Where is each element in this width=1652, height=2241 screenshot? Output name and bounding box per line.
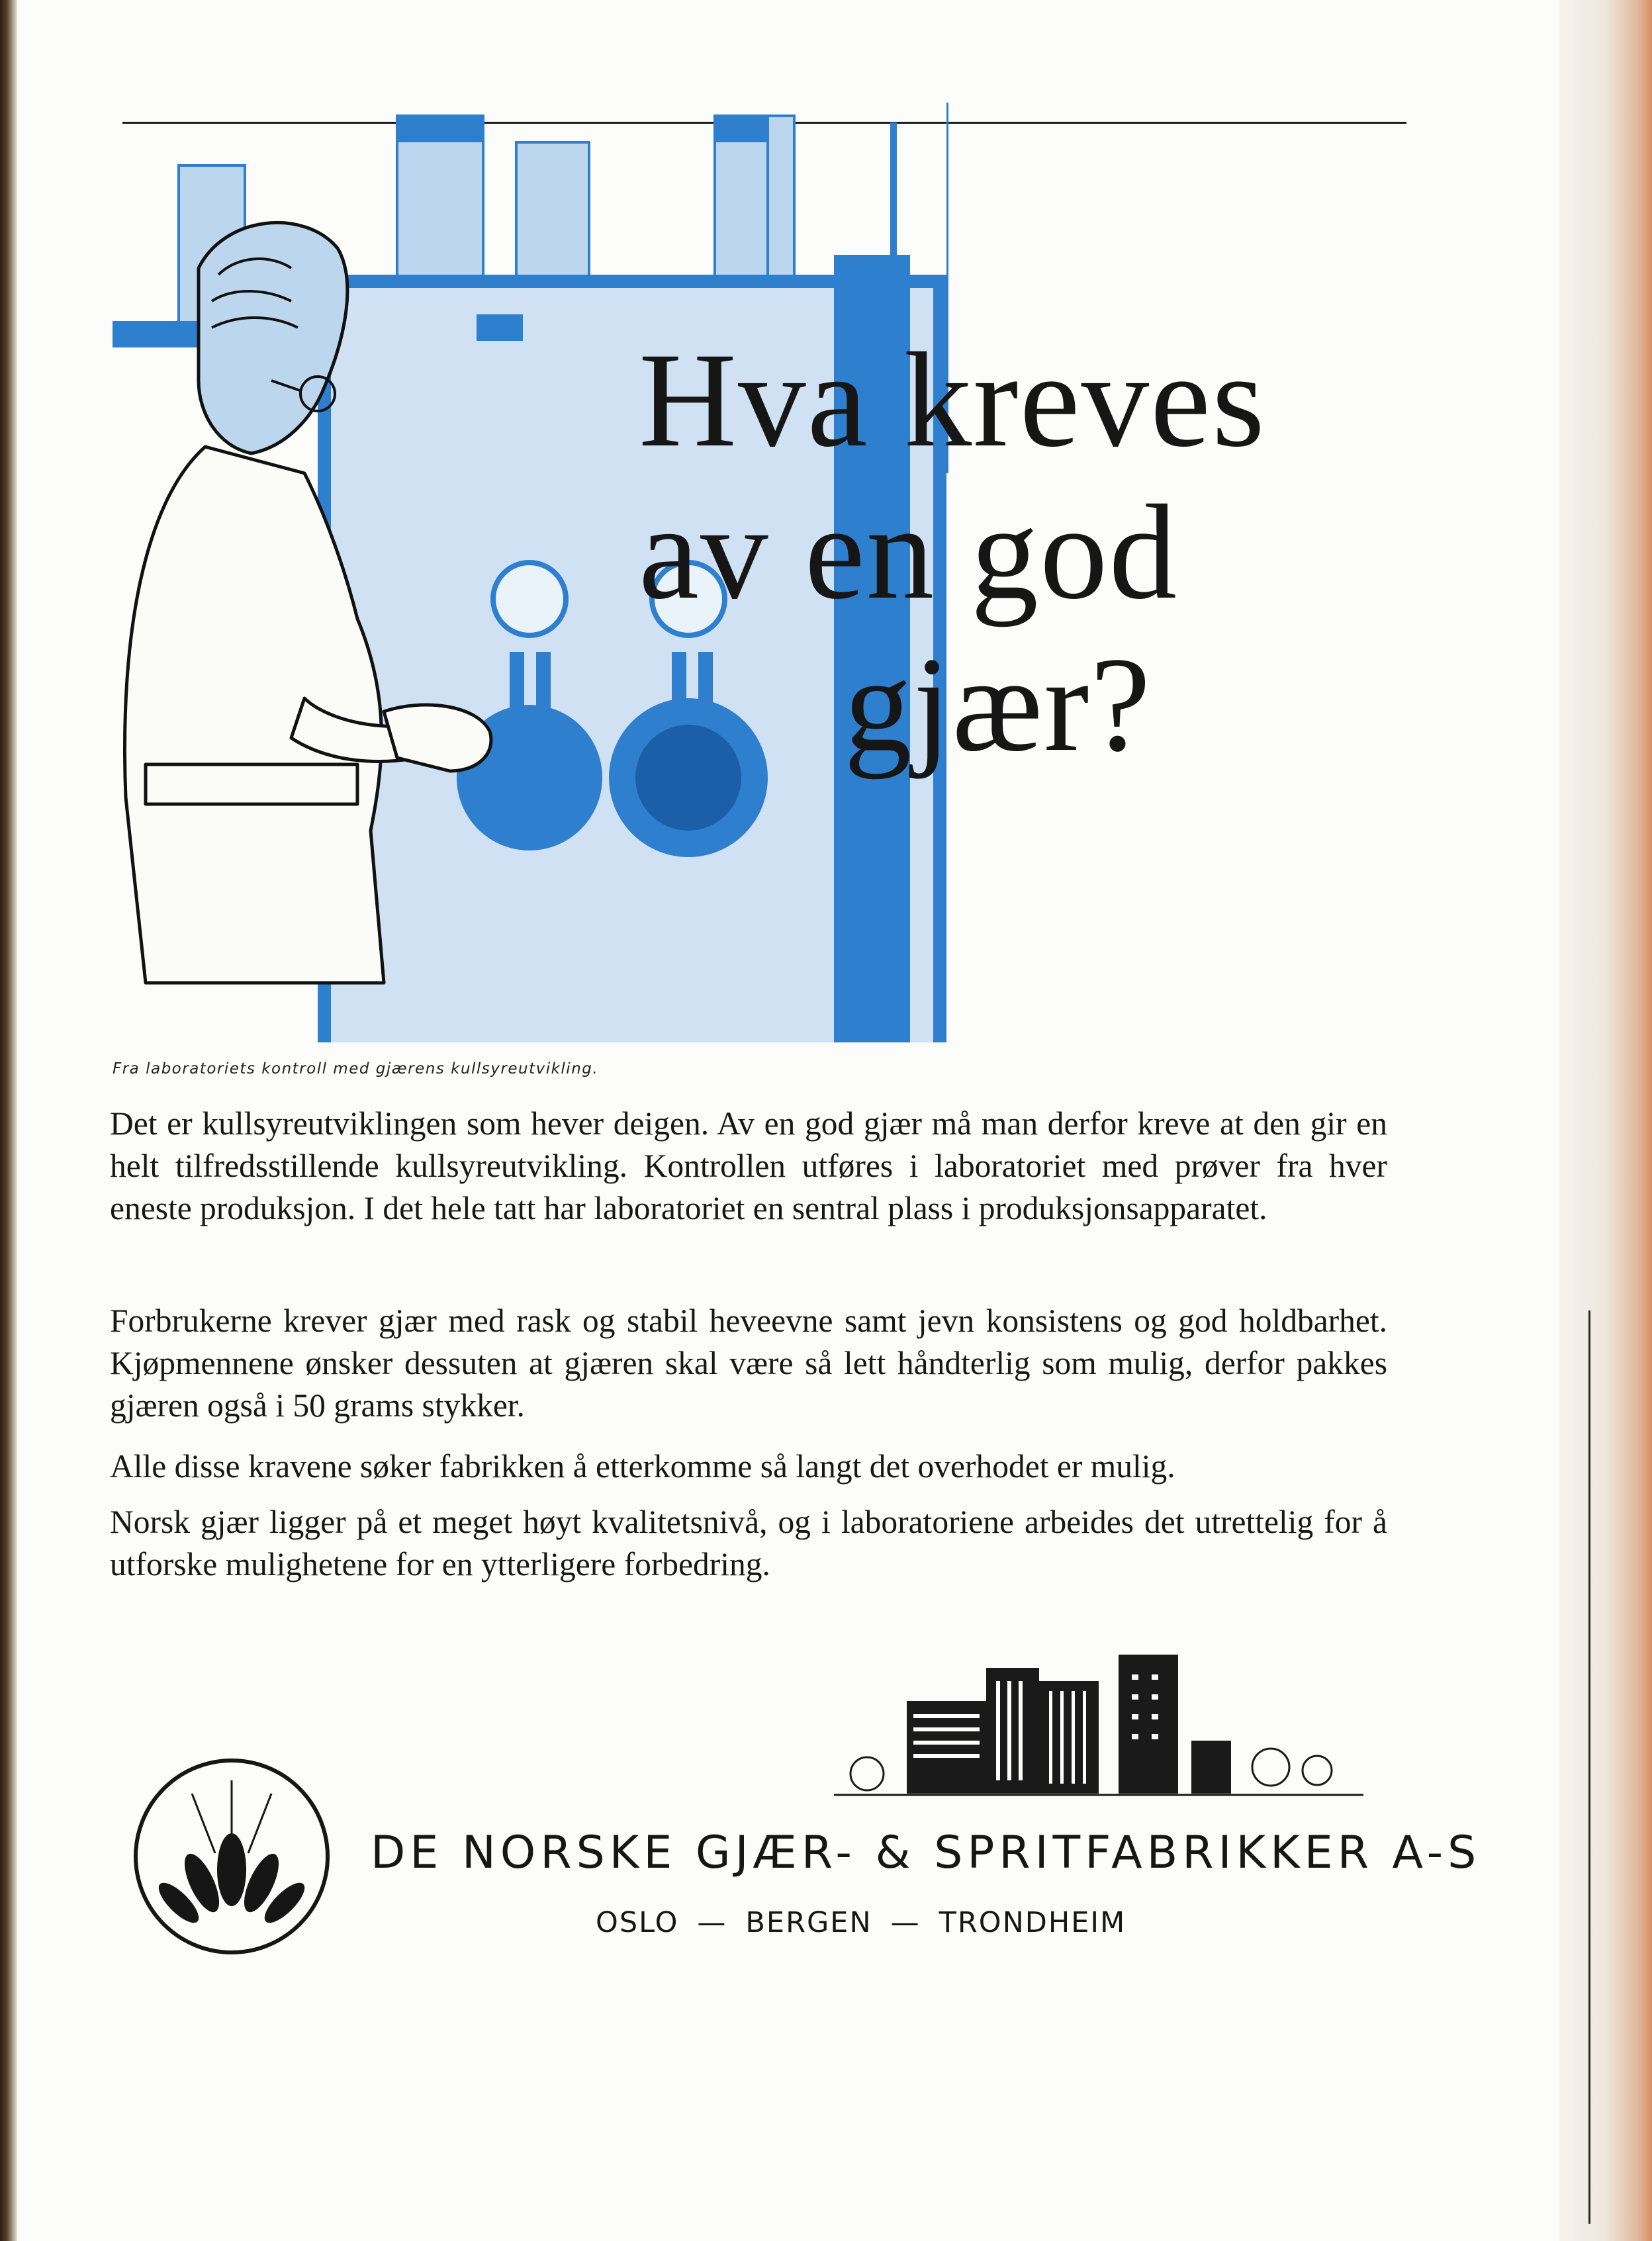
body-paragraph-3: Alle disse kravene søker fabrikken å etterkomme så langt det overhodet er mulig.	[110, 1448, 1175, 1485]
body-paragraph-2: Forbrukerne krever gjær med rask og stabil heveevne samt jevn konsistens og god holdbarhet. Kjøpmennene ønsker dessuten at gjæren skal være så lett håndterlig som mulig, derfor pakkes gjæren også i 50 grams stykker.	[110, 1303, 1387, 1424]
factory-buildings-illustration	[834, 1641, 1363, 1800]
wheat-sheaf-logo	[129, 1754, 334, 1959]
body-paragraph-1: Det er kullsyreutviklingen som hever deigen. Av en god gjær må man derfor kreve at den gir en helt tilfredsstillende kullsyreutvikling. Kontrollen utføres i laboratoriet med prøver fra hver eneste produksjon. I det hele tatt har laboratoriet en sentral plass i produksjonsapparatet.	[110, 1105, 1387, 1226]
body-paragraph-4: Norsk gjær ligger på et meget høyt kvalitetsnivå, og i laboratoriene arbeides det utrettelig for å utforske mulighetene for en ytterligere forbedring.	[110, 1504, 1387, 1582]
headline	[639, 324, 1334, 781]
illustration-caption: Fra laboratoriets kontroll med gjærens kullsyreutvikling.	[113, 1060, 599, 1077]
company-name: DE NORSKE GJÆR- & SPRITFABRIKKER A-S	[371, 1827, 1481, 1879]
city-list	[596, 1906, 1191, 1939]
city-oslo: OSLO	[596, 1906, 679, 1939]
city-separator: —	[697, 1906, 727, 1939]
page-edge-right	[1559, 0, 1652, 2241]
page-edge-left	[0, 0, 17, 2241]
city-bergen: BERGEN	[745, 1906, 872, 1939]
headline-line-1: Hva kreves	[639, 325, 1266, 475]
page-spine-line	[1588, 1310, 1590, 2224]
headline-line-3: gjær?	[844, 629, 1152, 780]
city-trondheim: TRONDHEIM	[939, 1906, 1126, 1939]
city-separator: —	[890, 1906, 921, 1939]
headline-line-2: av en god	[639, 477, 1178, 627]
